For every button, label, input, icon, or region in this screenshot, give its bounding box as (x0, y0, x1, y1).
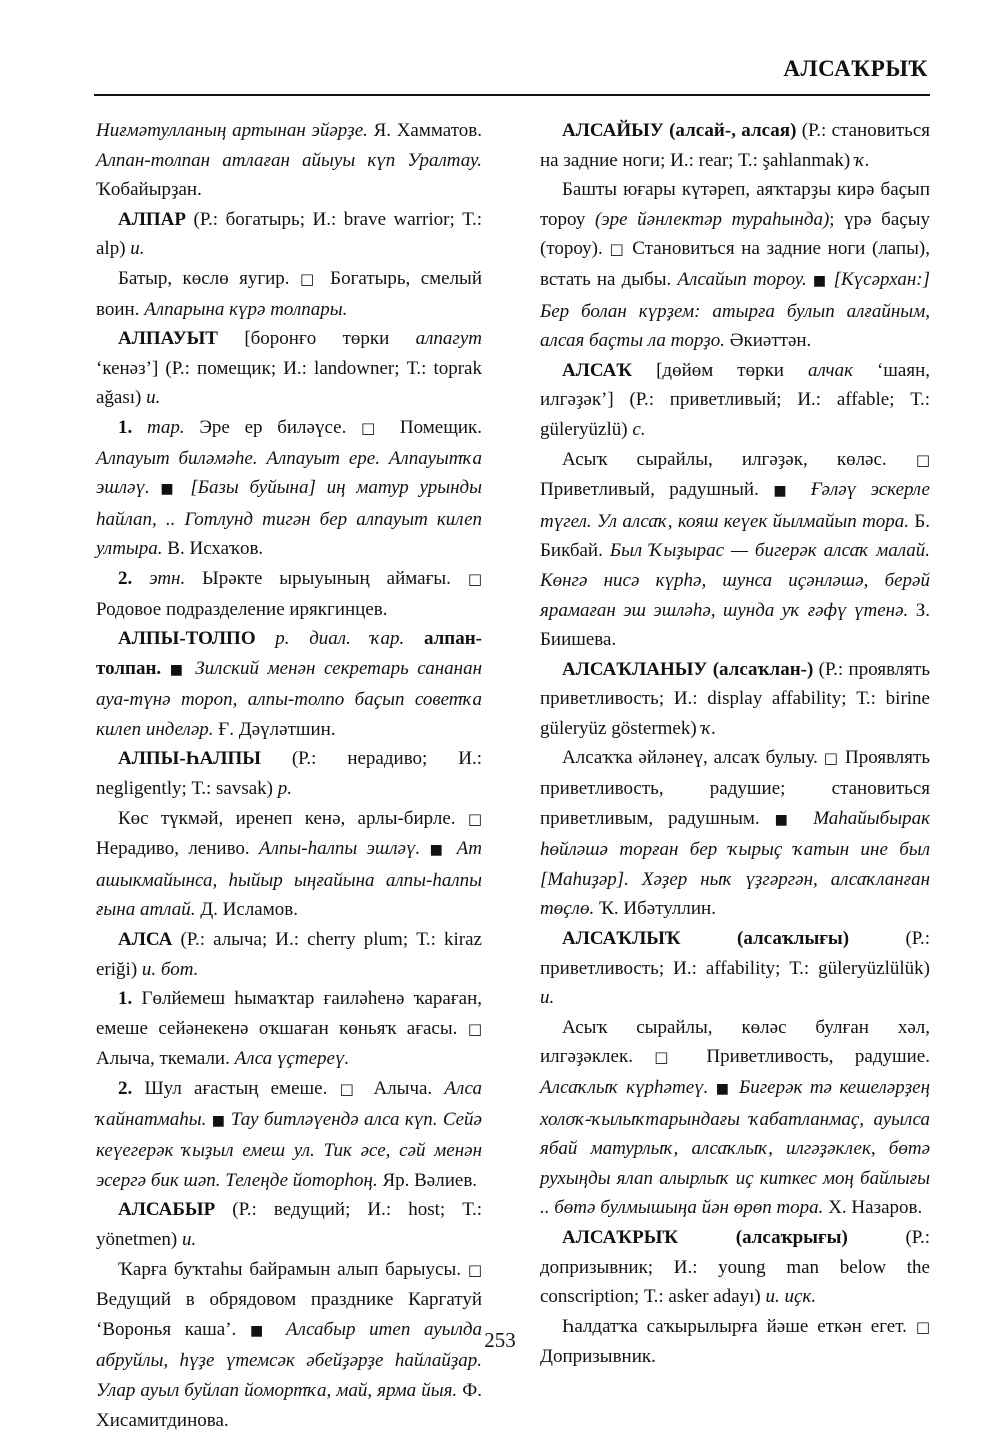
definition: Эре ер биләүсе. (184, 416, 362, 438)
headword: АЛСАЙЫУ (562, 120, 664, 141)
filled-square-icon: ■ (211, 1112, 226, 1129)
entry-alpauyt (96, 324, 482, 413)
translations: ‘шаян, илгәҙәк’] (Р.: приветливый; И.: affable; Т.: güleryüzlü) (540, 359, 930, 440)
entry-definition (540, 445, 930, 655)
open-square-icon: □ (299, 269, 320, 288)
open-square-icon: □ (654, 1048, 686, 1067)
entry-alpy-halpy (96, 744, 482, 803)
russian-definition: Алыча, ткемали. (96, 1048, 235, 1070)
translations: (Р.: нерадиво; И.: negligently; Т.: savsak) (96, 748, 482, 800)
example-text: Зилский менән секретарь сананан ауа-түнә тороп, алпы-толпо баҫып советҡа килеп инделәр. (96, 657, 482, 740)
author: Ҡ. Ибәтуллин. (594, 898, 716, 920)
running-head: АЛСАҠРЫҠ (783, 56, 928, 81)
definition: Ҡарға буҡтаһы байрамын алып барыусы. (118, 1258, 468, 1280)
author: Яр. Вәлиев. (377, 1169, 478, 1191)
author: В. Исхаҡов. (162, 538, 264, 560)
right-column (540, 116, 930, 1372)
definition: Асыҡ сырайлы, илгәҙәк, көләс. (562, 448, 916, 470)
example-text: Ниғмәтулланың артынан эйәрҙе. (96, 120, 368, 141)
russian-definition: Богатырь, смелый воин. (96, 267, 482, 320)
header-rule (94, 94, 930, 96)
example-text: Алпауыт биләмәһе. Алпауыт ере. Алпауытҡа эшләү. (96, 447, 482, 499)
headword-forms: (алсаҡлан-) (707, 658, 814, 680)
example-text: Алсабыр итеп ауылда абруйлы, һүҙе үтемсәк әбейҙәрҙе һайлайҙар. Улар ауыл буйлап йомортҡа, май, ярма йыя. (96, 1318, 483, 1401)
usage-label: этн. (149, 567, 186, 589)
source: Әкиәттән. (725, 330, 812, 352)
headword: АЛСА (118, 929, 173, 951)
part-of-speech: и. бот. (141, 958, 199, 980)
example-text: Был Ҡыҙырас — бигерәк алсаҡ малай. Көнгә нисә күрһә, шунса иҫәнләшә, берәй ярамаған эш эшләһә, шунда уҡ ғәфү үтенә. (540, 540, 931, 621)
entry-alsaklanyu (540, 655, 930, 744)
sense-number: 2. (118, 567, 150, 589)
etymon: алпагут (415, 328, 482, 350)
example-text: Маһайыбырак һөйләшә торған бер ҡырыҫ ҡатын ине был [Маһиҙәр]. Хәҙер ныҡ үҙгәргән, алсаҡланған төҫлө. (540, 807, 930, 920)
russian-definition: Проявлять приветливость, радушие; становиться приветливым, радушным. (540, 747, 930, 829)
definition: Гөлйемеш һымаҡтар ғаиләһенә ҡараған, емеше сейәнекенә оҡшаған көньяҡ ағасы. (96, 988, 483, 1039)
etymon: алчак (807, 359, 853, 381)
headword-forms: (алсай-, алсая) (663, 120, 797, 141)
example-text: Бигерәк тә кешеләрҙең холоҡ-ҡылыҡтарындағы ҡабатланмаҫ, ауылса ябай матурлыҡ, алсаҡлыҡ, илгәҙәклек, бөтә рухыңды ялап алырлыҡ иҫ киткес моң байлығы .. бөтә булмышыңа йән өрөп тора. (540, 1077, 931, 1219)
author: Ф. Хисамитдинова. (96, 1379, 482, 1431)
etymology: [дөйөм төрки (632, 359, 808, 381)
open-square-icon: □ (823, 749, 840, 768)
author: Д. Исламов. (195, 899, 298, 921)
headword: АЛПАР (118, 208, 186, 230)
usage-label: р. диал. ҡар. (255, 628, 424, 650)
translations: (Р.: проявлять приветливость; И.: display affability; Т.: birine güleryüz göstermek) (540, 658, 930, 739)
russian-definition: Приветливый, радушный. (540, 479, 774, 501)
entry-definition (540, 743, 930, 924)
filled-square-icon: ■ (773, 483, 797, 500)
headword: АЛСАҠЛЫҠ (562, 928, 681, 950)
part-of-speech: р. (277, 778, 292, 800)
headword-forms: (алсаҡрығы) (678, 1226, 848, 1248)
entry-alsaklyk (540, 924, 930, 1013)
example-text: Ат ашыкмайынса, һыйыр ыңғайына алпы-һалпы ғына атлай. (96, 838, 483, 921)
headword: АЛПЫ-ҺАЛПЫ (118, 748, 261, 770)
filled-square-icon: ■ (429, 842, 448, 859)
author: Ғ. Дәүләтшин. (213, 718, 336, 740)
filled-square-icon: ■ (812, 272, 828, 289)
russian-definition: Алыча. (361, 1078, 445, 1099)
part-of-speech: и. (182, 1228, 197, 1250)
left-column (96, 116, 482, 1435)
translations: (Р.: приветливость; И.: affability; Т.: güleryüzlülük) (540, 928, 930, 979)
open-square-icon: □ (609, 240, 626, 259)
part-of-speech: и. (146, 387, 161, 409)
russian-definition: Родовое подразделение ирякгинцев. (96, 598, 388, 620)
translations: (Р.: богатырь; И.: brave warrior; Т.: alp) (96, 208, 482, 260)
open-square-icon: □ (361, 418, 386, 437)
headword: АЛСАҠ (562, 359, 633, 381)
translations: ‘кенәз’] (Р.: помещик; И.: landowner; Т.: toprak ağası) (96, 357, 482, 409)
definition: Көс түкмәй, иренеп кенә, арлы-бирле. (118, 807, 468, 829)
example-text: Алсаҡлыҡ күрһәтеү. (540, 1077, 716, 1098)
filled-square-icon: ■ (774, 811, 799, 828)
open-square-icon: □ (467, 1260, 482, 1279)
russian-definition: Ведущий в обрядовом празднике Каргатуй ‘Воронья каша’. (96, 1289, 482, 1340)
open-square-icon: □ (467, 569, 482, 588)
open-square-icon: □ (915, 1317, 930, 1336)
translations: (Р.: допризывник; И.: young man below the conscription; Т.: asker adayı) (540, 1226, 930, 1308)
entry-alsayyu (540, 116, 930, 175)
definition: Батыр, көслө яугир. (118, 267, 300, 289)
sense-1 (96, 413, 482, 564)
definition: Һалдатҡа саҡырылырға йәше еткән егет. (562, 1315, 916, 1337)
sense-1 (96, 984, 482, 1074)
open-square-icon: □ (467, 1019, 482, 1038)
entry-definition (96, 264, 482, 324)
entry-alsakryk (540, 1223, 930, 1312)
definition: Шул ағастың емеше. (144, 1078, 340, 1099)
definition: Алсаҡҡа әйләнеү, алсаҡ булыу. (562, 747, 824, 769)
example-text: Алпы-һалпы эшләү. (259, 838, 430, 860)
part-of-speech: с. (632, 418, 646, 440)
headword: АЛСАБЫР (118, 1199, 216, 1221)
entry-alsak (540, 356, 930, 445)
example-text: [Күсәрхан:] Бер болан күрҙем: атырға булып алғайным, алсая баҫты ла торҙо. (540, 268, 930, 352)
russian-definition: Допризывник. (540, 1346, 656, 1368)
cross-reference: алпан-толпан. (96, 628, 482, 679)
page-number: 253 (484, 1328, 516, 1352)
entry-alsa (96, 925, 482, 984)
author: Х. Назаров. (823, 1197, 923, 1219)
example-text: Алсайып тороу. (677, 268, 813, 290)
filled-square-icon: ■ (250, 1322, 273, 1339)
part-of-speech: и. (130, 238, 145, 260)
filled-square-icon: ■ (715, 1081, 732, 1097)
sense-number: 2. (118, 1078, 145, 1099)
russian-definition: Приветливость, радушие. (685, 1046, 930, 1068)
etymology: [боронғо төрки (217, 328, 416, 350)
source: Ҡобайырҙан. (96, 179, 202, 201)
usage-label: тар. (146, 416, 185, 438)
example-text: Алса үҫтереү. (234, 1048, 350, 1070)
entry-definition (540, 175, 930, 356)
filled-square-icon: ■ (160, 481, 180, 498)
part-of-speech: и. (540, 987, 555, 1009)
headword: АЛСАҠРЫҠ (562, 1226, 679, 1248)
sense-2 (96, 564, 482, 624)
translations: (Р.: алыча; И.: cherry plum; Т.: kiraz eriği) (96, 929, 482, 980)
author: Я. Хамматов. (367, 120, 482, 141)
russian-definition: Нерадиво, лениво. (96, 838, 259, 860)
example-text: Алпан-толпан атлаған айыуы күп Уралтау. (96, 149, 482, 171)
entry-definition (540, 1013, 930, 1223)
filled-square-icon: ■ (169, 661, 187, 678)
sense-2 (96, 1074, 482, 1195)
author: Б. Бикбай. (540, 510, 930, 562)
example-text: Ғәләү эскерле түгел. Ул алсаҡ, кояш кеүек йылмайып тора. (540, 479, 930, 532)
entry-definition (96, 804, 482, 925)
open-square-icon: □ (467, 809, 482, 828)
sense-number: 1. (118, 988, 142, 1010)
entry-alpar (96, 205, 482, 264)
definition: Асыҡ сырайлы, көләс булған хәл, илгәҙәклек. (540, 1016, 930, 1068)
headword: АЛСАҠЛАНЫУ (562, 658, 708, 680)
definition: Башты юғары күтәреп, аяҡтарҙы кирә баҫып тороу (540, 179, 930, 230)
sense-number: 1. (118, 416, 147, 438)
definition: ; үрә баҫыу (тороу). (540, 208, 930, 260)
definition: Ырәкте ырыуының аймағы. (185, 567, 468, 589)
open-square-icon: □ (915, 450, 930, 469)
headword: АЛПЫ-ТОЛПО (118, 628, 256, 650)
open-square-icon: □ (339, 1080, 362, 1098)
author: З. Биишева. (540, 599, 930, 651)
example-text: Алса ҡайнатмаһы. (96, 1078, 482, 1130)
part-of-speech: ҡ. (855, 149, 870, 171)
translations: (Р.: становиться на задние ноги; И.: rear; Т.: şahlanmak) (540, 120, 930, 171)
headword: АЛПАУЫТ (118, 328, 218, 350)
usage-note: (эре йәнлектәр тураһында) (594, 208, 830, 230)
part-of-speech: и. иҫк. (765, 1286, 817, 1308)
russian-definition: Становиться на задние ноги (лапы), встать на дыбы. (540, 238, 930, 290)
translations: (Р.: ведущий; И.: host; Т.: yönetmen) (96, 1199, 482, 1250)
entry-alpy-tolpo (96, 624, 482, 744)
entry-continuation (96, 116, 482, 205)
example-text: [Базы буйына] иң матур урынды һайлап, .. Готлунд тигән бер алпауыт килеп ултыра. (96, 477, 482, 560)
entry-alsabyr (96, 1195, 482, 1254)
example-text: Алпарына күрә толпары. (144, 298, 348, 320)
russian-definition: Помещик. (385, 416, 482, 438)
part-of-speech: ҡ. (701, 717, 717, 739)
example-text: Тау битләүендә алса күп. Сейә кеүегерәк ҡыҙыл емеш ул. Тик әсе, сәй менән эсергә бик шәп. Телеңде йоторһоң. (96, 1108, 482, 1191)
headword-forms: (алсаҡлығы) (680, 928, 850, 950)
